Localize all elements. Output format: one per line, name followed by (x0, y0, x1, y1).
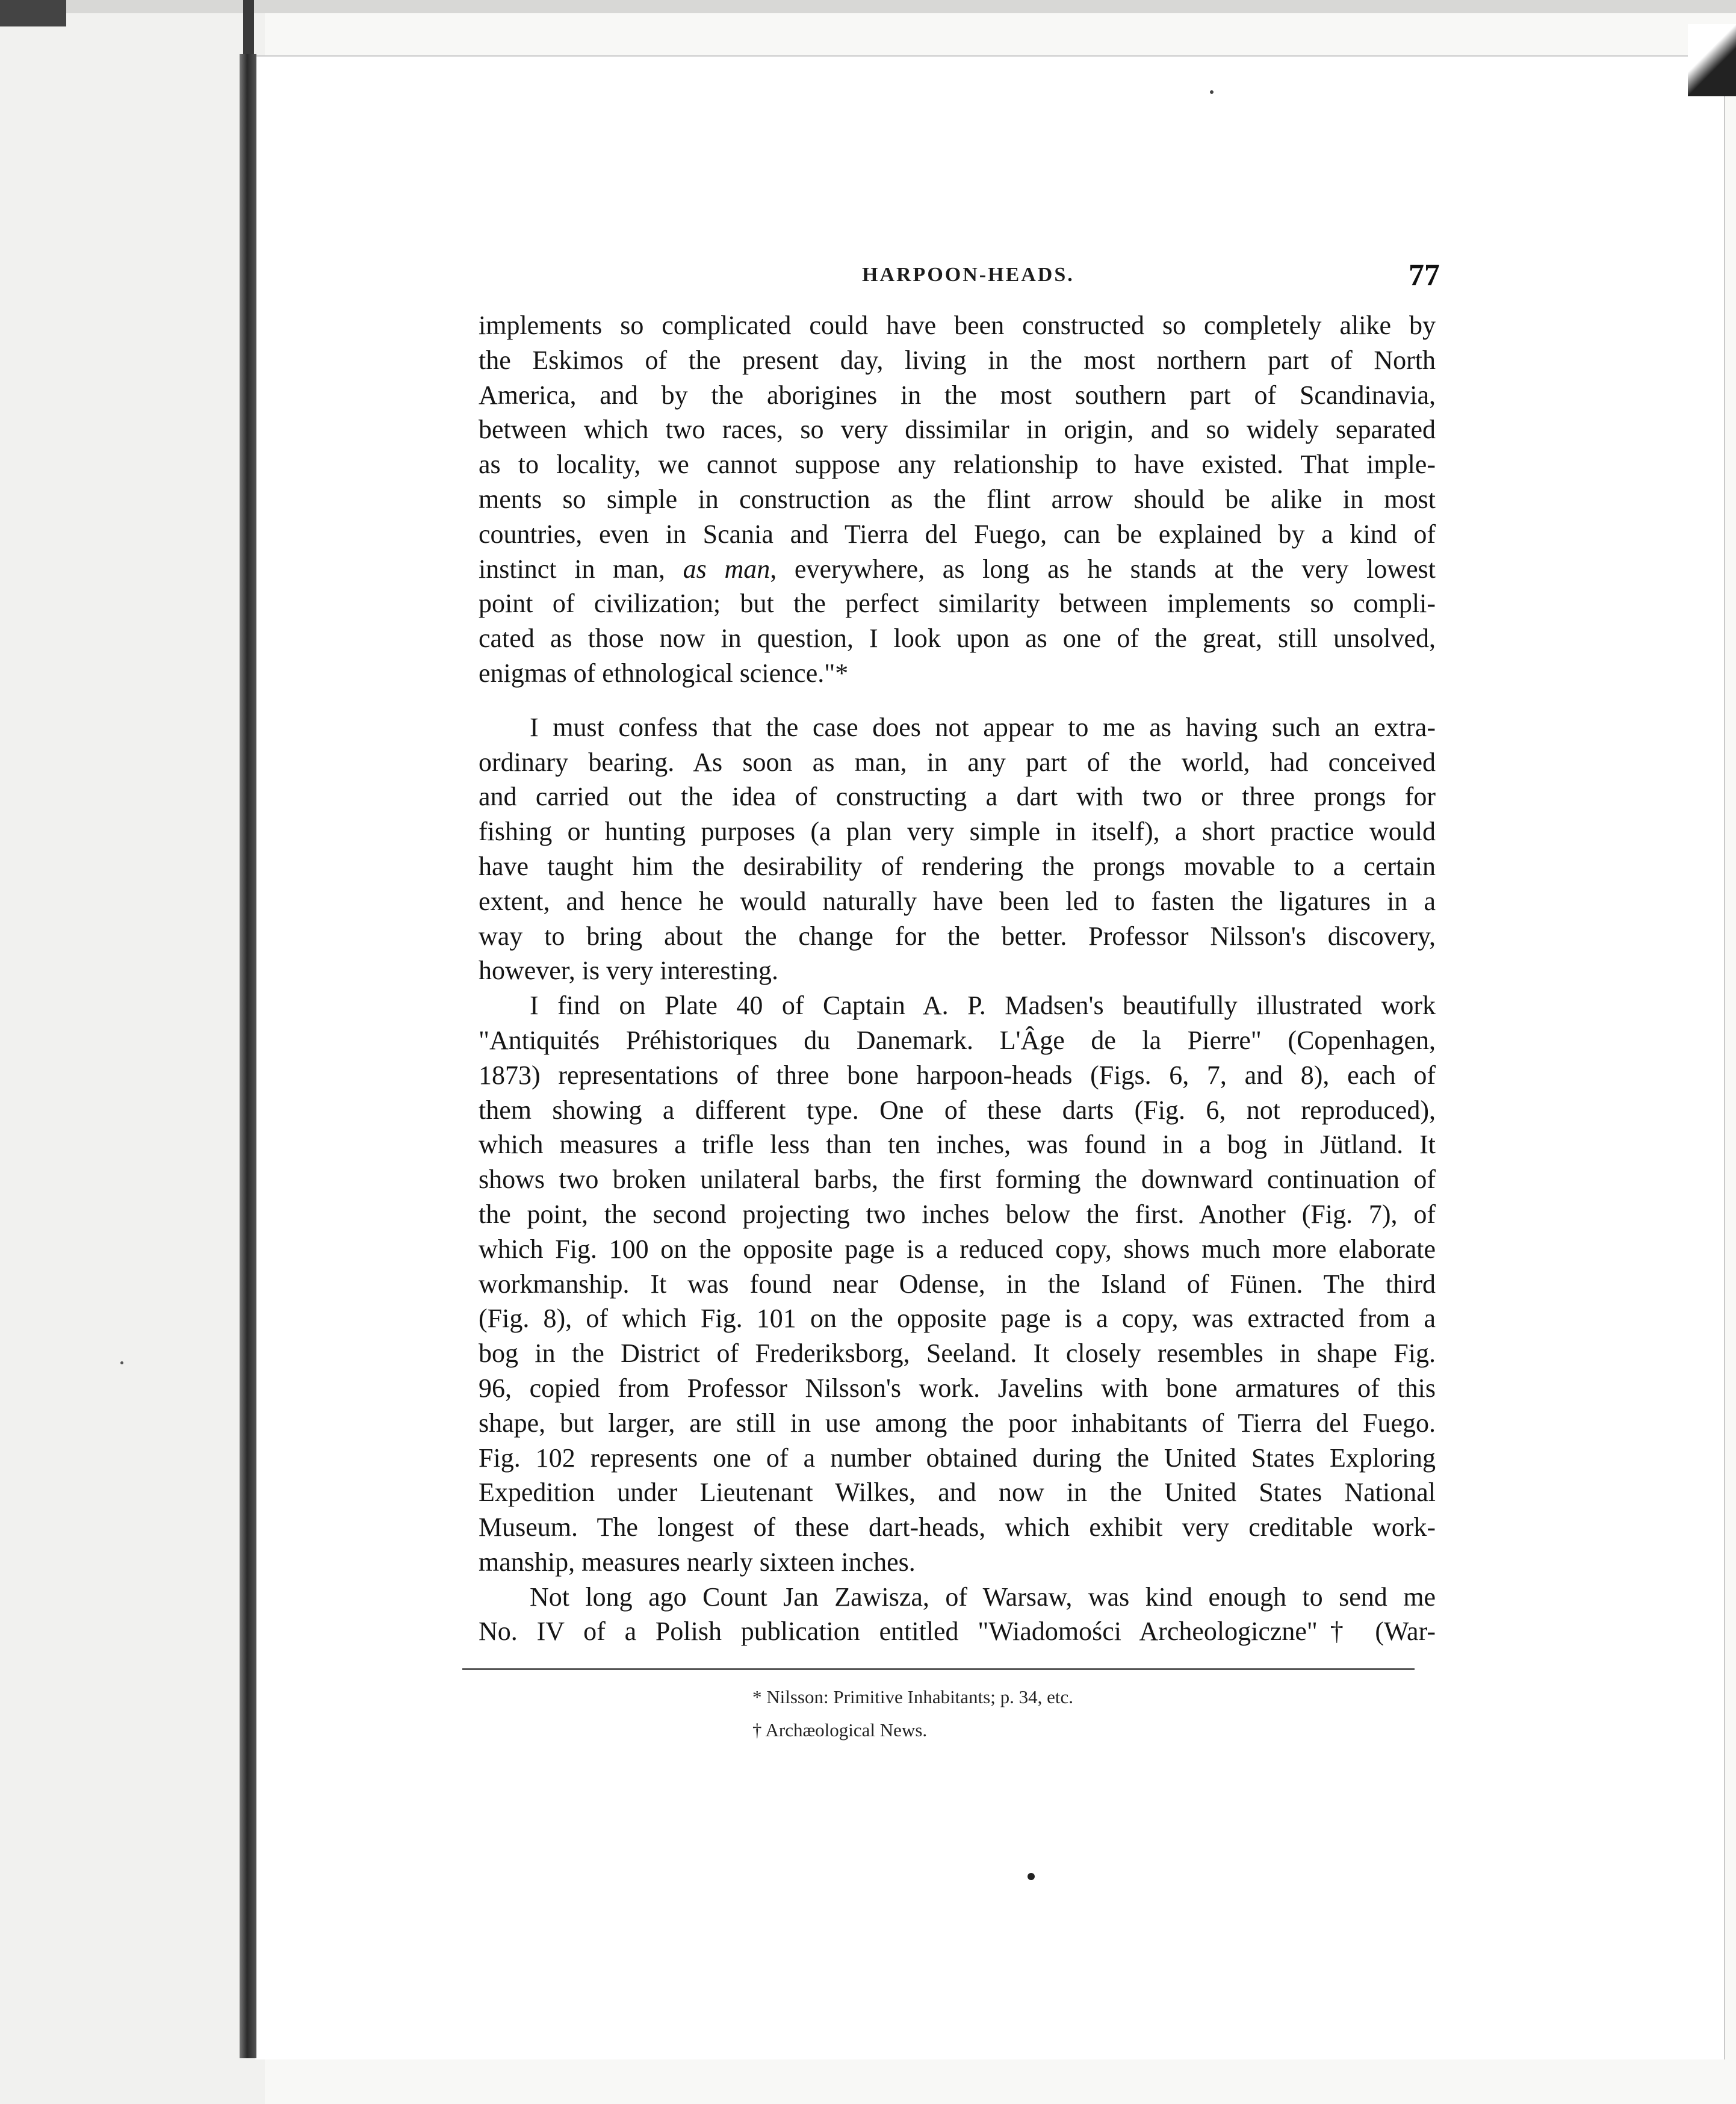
paragraph-gap (479, 691, 1436, 710)
speck (1028, 1873, 1035, 1880)
paragraph-2 (479, 710, 1436, 988)
text-line: have taught him the desirability of rendering the prongs movable to a certain (479, 851, 1436, 881)
text-line: as to locality, we cannot suppose any relationship to have existed. That imple- (479, 450, 1436, 480)
text-line: ments so simple in construction as the flint arrow should be alike in most (479, 484, 1436, 514)
text-line: which Fig. 100 on the opposite page is a reduced copy, shows much more elaborate (479, 1234, 1436, 1264)
text-line: shape, but larger, are still in use among the poor inhabitants of Tierra del Fuego. (479, 1408, 1436, 1438)
left-page-leaf (0, 0, 265, 2104)
text-line: countries, even in Scania and Tierra del Fuego, can be explained by a kind of (479, 519, 1436, 549)
page-header (0, 258, 1736, 306)
text-line: enigmas of ethnological science."* (479, 658, 849, 688)
paragraph-1 (479, 308, 1436, 691)
page-number: 77 (1409, 258, 1440, 292)
paragraph-3 (479, 988, 1436, 1580)
text-line: implements so complicated could have been constructed so completely alike by (479, 311, 1436, 340)
top-edge (0, 0, 1736, 13)
text-line: Fig. 102 represents one of a number obtained during the United States Exploring (479, 1443, 1436, 1473)
text-line: I find on Plate 40 of Captain A. P. Madsen's beautifully illustrated work (530, 991, 1436, 1021)
text-line: I must confess that the case does not appear to me as having such an extra- (530, 712, 1436, 742)
footnote-2: † Archæological News. (752, 1719, 928, 1740)
text-line: the point, the second projecting two inches below the first. Another (Fig. 7), of (479, 1199, 1436, 1229)
text-line: 1873) representations of three bone harpoon-heads (Figs. 6, 7, and 8), each of (479, 1060, 1436, 1090)
text-line: Not long ago Count Jan Zawisza, of Warsaw, was kind enough to send me (530, 1582, 1436, 1612)
text-line: however, is very interesting. (479, 956, 778, 986)
speck (1210, 90, 1214, 94)
page-corner (1688, 24, 1736, 96)
text-line: instinct in man, as man, everywhere, as long as he stands at the very lowest (479, 554, 1436, 584)
corner-shadow (0, 0, 66, 26)
text-line: fishing or hunting purposes (a plan very simple in itself), a short practice would (479, 817, 1436, 847)
emphasis: as man (683, 554, 770, 584)
text-line: America, and by the aborigines in the most southern part of Scandinavia, (479, 380, 1436, 410)
text-line: ordinary bearing. As soon as man, in any part of the world, had conceived (479, 747, 1436, 777)
text-line: (Fig. 8), of which Fig. 101 on the opposite page is a copy, was extracted from a (479, 1304, 1436, 1334)
text-line: between which two races, so very dissimilar in origin, and so widely separated (479, 415, 1436, 445)
text-line: No. IV of a Polish publication entitled "Wiadomości Archeologiczne"† (War- (479, 1617, 1436, 1647)
speck (120, 1361, 123, 1364)
text-line: the Eskimos of the present day, living in the most northern part of North (479, 345, 1436, 375)
text-line: shows two broken unilateral barbs, the first forming the downward continuation of (479, 1165, 1436, 1195)
text-line: workmanship. It was found near Odense, in the Island of Fünen. The third (479, 1269, 1436, 1299)
text-line: Expedition under Lieutenant Wilkes, and now in the United States National (479, 1477, 1436, 1508)
text-line: bog in the District of Frederiksborg, Seeland. It closely resembles in shape Fig. (479, 1338, 1436, 1369)
text-line: them showing a different type. One of these darts (Fig. 6, not reproduced), (479, 1095, 1436, 1125)
text-line: cated as those now in question, I look upon as one of the great, still unsolved, (479, 623, 1436, 654)
text-line: manship, measures nearly sixteen inches. (479, 1547, 916, 1577)
text-line: 96, copied from Professor Nilsson's work. Javelins with bone armatures of this (479, 1373, 1436, 1403)
footnote-1: * Nilsson: Primitive Inhabitants; p. 34, etc. (752, 1686, 1073, 1707)
text-line: and carried out the idea of constructing a dart with two or three prongs for (479, 782, 1436, 812)
text-line: "Antiquités Préhistoriques du Danemark. L'Âge de la Pierre" (Copenhagen, (479, 1025, 1436, 1055)
footnotes (752, 1680, 1294, 1747)
binding-gutter (240, 54, 256, 2058)
text-line: way to bring about the change for the better. Professor Nilsson's discovery, (479, 921, 1436, 951)
footnote-rule (462, 1668, 1415, 1670)
body-text (479, 308, 1436, 1649)
text-line: which measures a trifle less than ten inches, was found in a bog in Jütland. It (479, 1130, 1436, 1160)
text-line: Museum. The longest of these dart-heads, which exhibit very creditable work- (479, 1512, 1436, 1542)
paragraph-4 (479, 1580, 1436, 1650)
running-head: HARPOON-HEADS. (862, 264, 1074, 286)
text-line: point of civilization; but the perfect similarity between implements so compli- (479, 589, 1436, 619)
text-line: extent, and hence he would naturally have been led to fasten the ligatures in a (479, 886, 1436, 916)
